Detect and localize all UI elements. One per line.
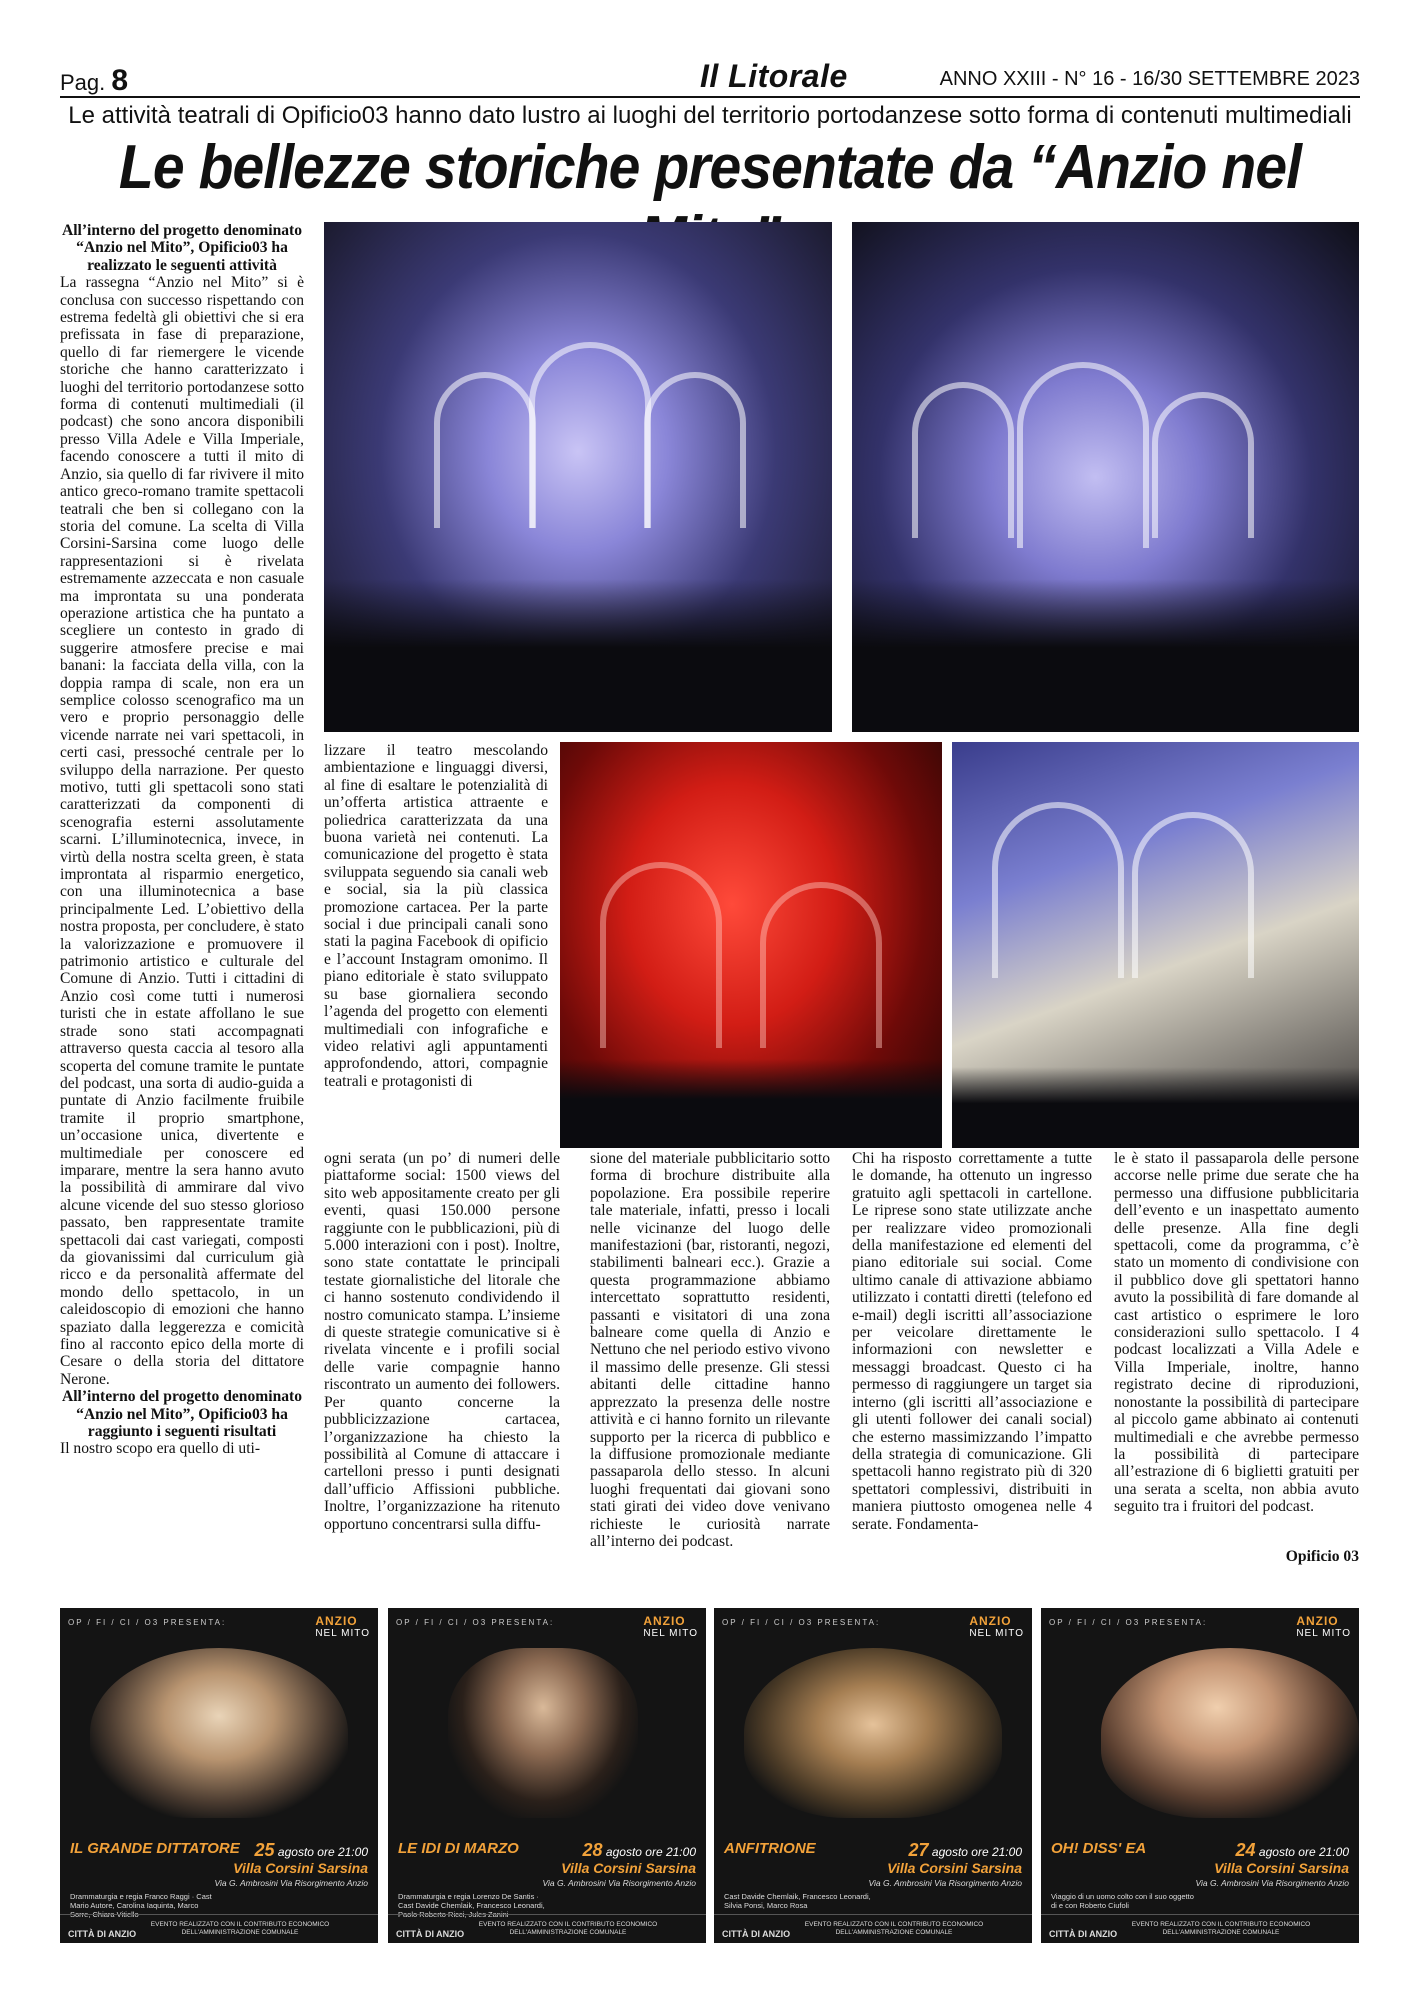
poster-funding: EVENTO REALIZZATO CON IL CONTRIBUTO ECONOMICO DELL'AMMINISTRAZIONE COMUNALE: [478, 1921, 658, 1936]
column-1-text: La rassegna “Anzio nel Mito” si è conclusa con successo rispettando con estrema fedeltà gli obiettivi che si era prefissata in fase di preparazione, quello di far riemergere le vicende storiche che hanno caratterizzato i luoghi del territorio portodanzese sotto forma di contenuti multimediali (il podcast) che sono ancora disponibili presso Villa Adele e Villa Imperiale, facendo conoscere a tutti il mito di Anzio, sia quello di far rivivere il mito antico greco-romano tramite spettacoli teatrali che ben si collegano con la storia del comune. La scelta di Villa Corsini-Sarsina come luogo delle rappresentazioni si è rivelata estremamente azzeccata e non casuale ma improntata su una ponderata operazione artistica che ha puntato a scegliere un contesto in grado di suggerire atmosfere precise e mai banani: la facciata della villa, con la doppia rampa di scale, non era un semplice colosso scenografico ma un vero e proprio personaggio delle vicende narrate nei vari spettacoli, in certi casi, pressoché centrale per lo sviluppo della narrazione. Per questo motivo, tutti gli spettacoli sono stati caratterizzati da componenti di scenografia esterni assolutamente scarni. L’illuminotecnica, invece, in virtù della nostra scelta green, è stata improntata al risparmio energetico, con una illuminotecnica a base principalmente Led. L’obiettivo della nostra proposta, per concludere, è stato la valorizzazione e promuovere il patrimonio artistico e culturale del Comune di Anzio. Tutti i cittadini di Anzio così come tutti i numerosi turisti che in estate affollano le sue strade sono stati accompagnati attraverso questa caccia al tesoro alla scoperta del comune tramite le puntate del podcast, una sorta di audio-guida a puntate di Anzio facilmente fruibile tramite il proprio smartphone, un’occasione unica, divertente e multimediale per conoscere ed imparare, mentre la sera hanno avuto la possibilità di ammirare dal vivo alcune vicende del suo stesso glorioso passato, ben rappresentate tramite spettacoli dai cast variegati, composti da giovanissimi dal curriculum già ricco e da personalità affermate del mondo dello spettacolo, in un caleidoscopio di emozioni che hanno spaziato dalla leggerezza e comicità fino al racconto epico della morte di Cesare o della storia del dittatore Nerone.: [60, 274, 304, 1388]
poster-footer: [1041, 1914, 1359, 1943]
poster-date-day: 28: [582, 1840, 603, 1860]
poster-creator: OP / FI / CI / O3 PRESENTA:: [722, 1618, 881, 1627]
poster-venue: Villa Corsini Sarsina: [561, 1860, 696, 1876]
poster-funding: EVENTO REALIZZATO CON IL CONTRIBUTO ECONOMICO DELL'AMMINISTRAZIONE COMUNALE: [150, 1921, 330, 1936]
poster-credits: Drammaturgia e regia Franco Raggi · Cast Mario Autore, Carolina Iaquinta, Marco Sorre, Chiara Vitiello: [70, 1892, 212, 1919]
poster-title: IL GRANDE DITTATORE: [70, 1840, 240, 1857]
page-header: [60, 58, 1360, 98]
poster-city: CITTÀ DI ANZIO: [1049, 1929, 1118, 1939]
brand-bottom: NEL MITO: [1296, 1628, 1351, 1639]
poster-address: Via G. Ambrosini Via Risorgimento Anzio: [214, 1878, 368, 1888]
poster-creator: OP / FI / CI / O3 PRESENTA:: [68, 1618, 227, 1627]
poster-brand: [315, 1614, 370, 1639]
photo-podcast-stage: [952, 742, 1359, 1148]
poster-brand: [643, 1614, 698, 1639]
page-label: [60, 64, 128, 98]
column-5-text: le è stato il passaparola delle persone accorse nelle prime due serate che ha permesso una diffusione pubblicitaria dell’evento e un inaspettato aumento delle presenze. Alla fine degli spettacoli, come da programma, c’è stato un momento di condivisione con il pubblico dove gli spettatori hanno avuto la possibilità di fare domande al cast artistico o esprimere le loro considerazioni sullo spettacolo. I 4 podcast localizzati a Villa Adele e Villa Imperiale, inoltre, hanno registrato decine di riproduzioni, nonostante la possibilità di partecipare al piccolo game abbinato ai contenuti multimediali e che avrebbe permesso la possibilità di partecipare all’estrazione di 6 biglietti gratuiti per una serata a scelta, non abbia avuto seguito tra i fruitori del podcast.: [1114, 1150, 1359, 1516]
article-headline: Le bellezze storiche presentate da “Anzio nel: [118, 133, 1302, 202]
poster-date-day: 24: [1235, 1840, 1256, 1860]
poster-date-rest: agosto ore 21:00: [277, 1845, 368, 1859]
poster-city: CITTÀ DI ANZIO: [722, 1929, 791, 1939]
poster-brand: [969, 1614, 1024, 1639]
poster-portrait: [744, 1648, 1002, 1818]
poster-credits: Cast Davide Chemlaik, Francesco Leonardi, Silvia Ponsi, Marco Rosa: [724, 1892, 871, 1910]
poster-address: Via G. Ambrosini Via Risorgimento Anzio: [542, 1878, 696, 1888]
poster-funding: EVENTO REALIZZATO CON IL CONTRIBUTO ECONOMICO DELL'AMMINISTRAZIONE COMUNALE: [804, 1921, 984, 1936]
poster-date: [909, 1840, 1022, 1861]
poster-date-rest: agosto ore 21:00: [931, 1845, 1022, 1859]
poster-venue: Villa Corsini Sarsina: [887, 1860, 1022, 1876]
poster-footer: [388, 1914, 706, 1943]
brand-top: ANZIO: [1296, 1614, 1339, 1628]
poster-date-rest: agosto ore 21:00: [605, 1845, 696, 1859]
brand-top: ANZIO: [643, 1614, 686, 1628]
poster-title: ANFITRIONE: [724, 1840, 816, 1857]
page-number: 8: [111, 64, 129, 97]
poster-il-grande-dittatore: [60, 1608, 378, 1943]
poster-portrait: [90, 1648, 348, 1818]
poster-portrait: [1101, 1648, 1359, 1818]
poster-venue: Villa Corsini Sarsina: [233, 1860, 368, 1876]
subhead-results: All’interno del progetto denominato “Anzio nel Mito”, Opificio03 ha raggiunto i seguenti risultati: [61, 1388, 303, 1441]
poster-credits: Drammaturgia e regia Lorenzo De Santis · Cast Davide Chemlaik, Francesco Leonardi, Paolo Roberto Ricci, Jules Zanini: [398, 1892, 545, 1919]
brand-bottom: NEL MITO: [315, 1628, 370, 1639]
article-column-1: [60, 222, 304, 1458]
subhead-activities: All’interno del progetto denominato “Anzio nel Mito”, Opificio03 ha realizzato le seguenti attività: [61, 222, 303, 274]
poster-creator: OP / FI / CI / O3 PRESENTA:: [1049, 1618, 1208, 1627]
article-column-4: [852, 1150, 1092, 1533]
column-3-text: sione del materiale pubblicitario sotto forma di brochure distribuite alla popolazione. Era possibile reperire tale materiale, infatti, presso i locali nelle vicinanze del luogo delle manifestazioni (bar, ristoranti, negozi, stabilimenti balneari ecc.). Grazie a questa programmazione abbiamo intercettato soprattutto residenti, passanti e visitatori di una zona balneare come quella di Anzio e Nettuno che nel periodo estivo vivono il massimo delle presenze. Gli stessi abitanti delle cittadine hanno apprezzato la presenza delle nostre attività e ci hanno fornito un rilevante supporto per la ricerca di pubblico e la diffusione promozionale mediante passaparola dello stesso. In alcuni luoghi frequentati dai giovani sono stati girati dei video dove venivano richieste le curiosità narrate all’interno dei podcast.: [590, 1150, 830, 1550]
column-1-end-text: Il nostro scopo era quello di uti-: [60, 1440, 261, 1458]
poster-oh-diss-ea: [1041, 1608, 1359, 1943]
poster-city: CITTÀ DI ANZIO: [68, 1929, 137, 1939]
article-column-2b: [324, 1150, 560, 1533]
poster-le-idi-di-marzo: [388, 1608, 706, 1943]
poster-date-day: 25: [254, 1840, 275, 1860]
poster-address: Via G. Ambrosini Via Risorgimento Anzio: [868, 1878, 1022, 1888]
poster-anfitrione: [714, 1608, 1032, 1943]
poster-title: LE IDI DI MARZO: [398, 1840, 519, 1857]
poster-date: [255, 1840, 368, 1861]
column-2b-text: ogni serata (un po’ di numeri delle piattaforme social: 1500 views del sito web appositamente creato per gli eventi, quasi 150.000 persone raggiunte con le pubblicazioni, più di 5.000 interazioni con i post). Inoltre, sono state contattate le principali testate giornalistiche del litorale che ci hanno sostenuto condividendo il nostro comunicato stampa. L’insieme di queste strategie comunicative si è rivelata vincente e i profili social delle varie compagnie hanno riscontrato un aumento dei followers. Per quanto concerne la pubblicizzazione cartacea, l’organizzazione ha chiesto la possibilità al Comune di attaccare i cartelloni presso i punti designati dall’ufficio Affissioni pubbliche. Inoltre, l’organizzazione ha ritenuto opportuno concentrarsi sulla diffu-: [324, 1150, 560, 1533]
masthead: Il Litorale: [700, 58, 848, 94]
article-column-3: [590, 1150, 830, 1550]
poster-brand: [1296, 1614, 1351, 1639]
poster-date: [1236, 1840, 1349, 1861]
article-column-2: [324, 742, 548, 1090]
article-signature: Opificio 03: [1285, 1548, 1359, 1565]
article-column-5: [1114, 1150, 1359, 1516]
poster-creator: OP / FI / CI / O3 PRESENTA:: [396, 1618, 555, 1627]
photo-villa-stage-2: [852, 222, 1359, 732]
poster-date: [583, 1840, 696, 1861]
poster-city: CITTÀ DI ANZIO: [396, 1929, 465, 1939]
poster-address: Via G. Ambrosini Via Risorgimento Anzio: [1195, 1878, 1349, 1888]
column-4-text: Chi ha risposto correttamente a tutte le domande, ha ottenuto un ingresso gratuito agli spettacoli in cartellone. Le riprese sono state utilizzate anche per realizzare video promozionali della manifestazione ed elementi del piano editoriale sui social. Come ultimo canale di attivazione abbiamo utilizzato i contatti diretti (telefono ed e-mail) degli iscritti all’associazione per veicolare direttamente le informazioni con newsletter e messaggi broadcast. Questo ci ha permesso di raggiungere un target sia interno (gli iscritti all’associazione e gli utenti follower dei canali social) che esterno massimizzando l’impatto della strategia di comunicazione. Gli spettacoli hanno registrato più di 320 spettatori complessivi, distribuiti in maniera piuttosto omogenea nelle 4 serate. Fondamenta-: [852, 1150, 1092, 1533]
poster-date-day: 27: [908, 1840, 929, 1860]
brand-bottom: NEL MITO: [969, 1628, 1024, 1639]
page-label-text: Pag.: [60, 70, 106, 95]
poster-footer: [60, 1914, 378, 1943]
brand-bottom: NEL MITO: [643, 1628, 698, 1639]
brand-top: ANZIO: [315, 1614, 358, 1628]
poster-funding: EVENTO REALIZZATO CON IL CONTRIBUTO ECONOMICO DELL'AMMINISTRAZIONE COMUNALE: [1131, 1921, 1311, 1936]
poster-portrait: [448, 1648, 638, 1818]
photo-red-stage: [560, 742, 942, 1148]
poster-date-rest: agosto ore 21:00: [1258, 1845, 1349, 1859]
article-kicker: Le attività teatrali di Opificio03 hanno dato lustro ai luoghi del territorio portodanzese sotto forma di contenuti multimediali: [68, 102, 1352, 129]
poster-venue: Villa Corsini Sarsina: [1214, 1860, 1349, 1876]
poster-footer: [714, 1914, 1032, 1943]
poster-title: OH! DISS' EA: [1051, 1840, 1147, 1857]
column-2-text: lizzare il teatro mescolando ambientazione e linguaggi diversi, al fine di esaltare le potenzialità di un’offerta artistica attraente e poliedrica caratterizzata da una buona varietà nei contenuti. La comunicazione del progetto è stata sviluppata seguendo sia canali web e social, sia la più classica promozione cartacea. Per la parte social i due principali canali sono stati la pagina Facebook di opificio e l’account Instagram omonimo. Il piano editoriale è stato sviluppato su base giornaliera secondo l’agenda del progetto con elementi multimediali con infografiche e video relativi agli appuntamenti approfondendo, attori, compagnie teatrali e protagonisti di: [324, 742, 548, 1090]
brand-top: ANZIO: [969, 1614, 1012, 1628]
poster-credits: Viaggio di un uomo colto con il suo oggetto di e con Roberto Ciufoli: [1051, 1892, 1194, 1910]
issue-info: ANNO XXIII - N° 16 - 16/30 SETTEMBRE 2023: [939, 68, 1360, 90]
photo-villa-stage-1: [324, 222, 832, 732]
